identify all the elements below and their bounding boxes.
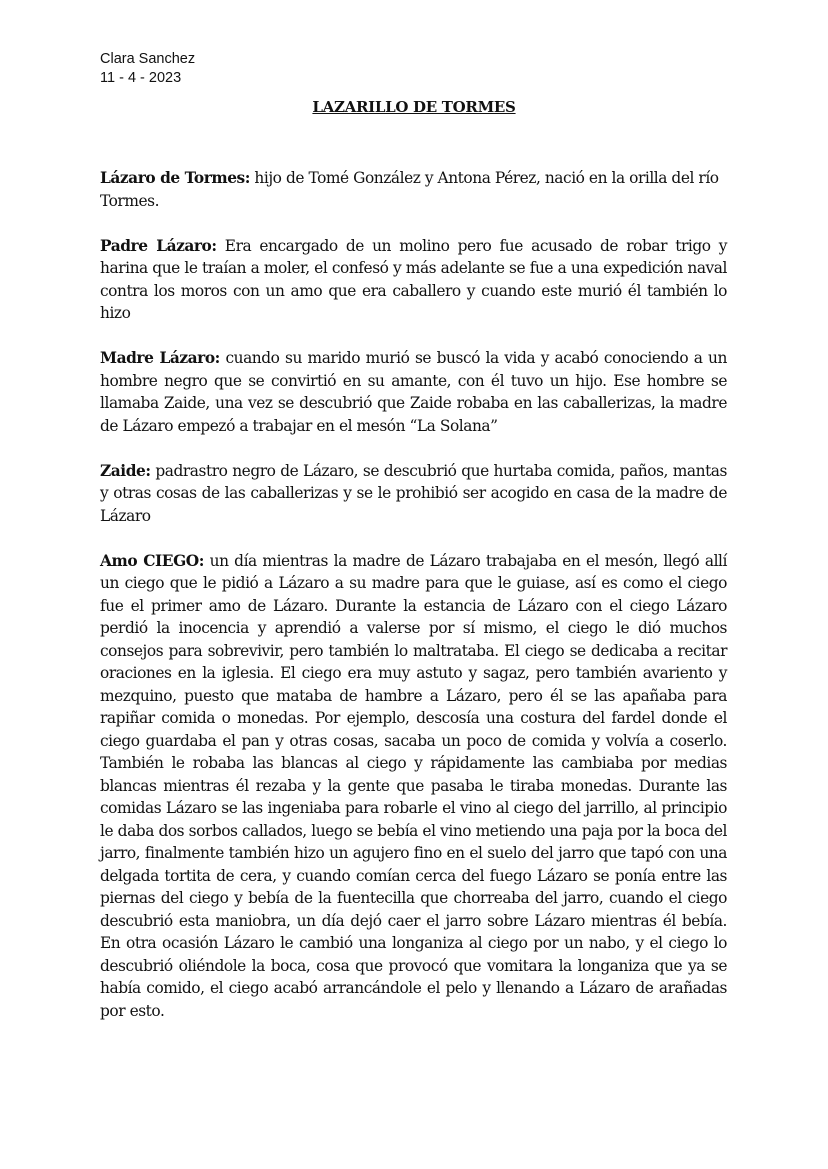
author-name: Clara Sanchez xyxy=(100,51,196,67)
document-date: 11 - 4 - 2023 xyxy=(100,70,182,86)
paragraph-lazaro-de-tormes xyxy=(100,167,727,212)
paragraph-zaide xyxy=(100,460,727,528)
document-body xyxy=(100,167,727,1045)
paragraph-text: cuando su marido murió se buscó la vida y acabó conociendo a un hombre negro que se convirtió en su amante, con él tuvo un hijo. Ese hombre se llamaba Zaide, una vez se descubrió que Zaide robaba en las caballerizas, la madre de Lázaro empezó a trabajar en el mesón “La Solana” xyxy=(100,349,727,435)
paragraph-term: Zaide: xyxy=(100,461,151,480)
document-title: LAZARILLO DE TORMES xyxy=(312,98,516,116)
paragraph-text: Era encargado de un molino pero fue acusado de robar trigo y harina que le traían a moler, el confesó y más adelante se fue a una expedición naval contra los moros con un amo que era caballero y cuando este murió él también lo hizo xyxy=(100,236,727,322)
paragraph-term: Padre Lázaro: xyxy=(100,236,217,255)
paragraph-text: padrastro negro de Lázaro, se descubrió que hurtaba comida, paños, mantas y otras cosas de las caballerizas y se le prohibió ser acogido en casa de la madre de Lázaro xyxy=(100,461,727,525)
paragraph-term: Amo CIEGO: xyxy=(100,551,204,570)
paragraph-amo-ciego xyxy=(100,550,727,1023)
paragraph-text: hijo de Tomé González y Antona Pérez, nació en la orilla del río Tormes. xyxy=(100,169,719,210)
paragraph-madre-lazaro xyxy=(100,347,727,437)
document-header xyxy=(100,50,195,88)
paragraph-text: un día mientras la madre de Lázaro trabajaba en el mesón, llegó allí un ciego que le pidió a Lázaro a su madre para que le guiase, así es como el ciego fue el primer amo de Lázaro. Durante la estancia de Lázaro con el ciego Lázaro perdió la inocencia y aprendió a valerse por sí mismo, el ciego le dió muchos consejos para sobrevivir, pero también lo maltrataba. El ciego se dedicaba a recitar oraciones en la iglesia. El ciego era muy astuto y sagaz, pero también avariento y mezquino, puesto que mataba de hambre a Lázaro, pero él se las apañaba para rapiñar comida o monedas. Por ejemplo, descosía una costura del fardel donde el ciego guardaba el pan y otras cosas, sacaba un poco de comida y volvía a coserlo. También le robaba las blancas al ciego y rápidamente las cambiaba por medias blancas mientras él rezaba y la gente que pasaba le tiraba monedas. Durante las comidas Lázaro se las ingeniaba para robarle el vino al ciego del jarrillo, al principio le daba dos sorbos callados, luego se bebía el vino metiendo una paja por la boca del jarro, finalmente también hizo un agujero fino en el suelo del jarro que tapó con una delgada tortita de cera, y cuando comían cerca del fuego Lázaro se ponía entre las piernas del ciego y bebía de la fuentecilla que chorreaba del jarro, cuando el ciego descubrió esta maniobra, un día dejó caer el jarro sobre Lázaro mientras él bebía. En otra ocasión Lázaro le cambió una longaniza al ciego por un nabo, y el ciego lo descubrió oliéndole la boca, cosa que provocó que vomitara la longaniza que ya se había comido, el ciego acabó arrancándole el pelo y llenando a Lázaro de arañadas por esto. xyxy=(100,551,727,1020)
paragraph-term: Madre Lázaro: xyxy=(100,349,220,367)
paragraph-term: Lázaro de Tormes: xyxy=(100,169,250,187)
paragraph-padre-lazaro xyxy=(100,235,727,325)
